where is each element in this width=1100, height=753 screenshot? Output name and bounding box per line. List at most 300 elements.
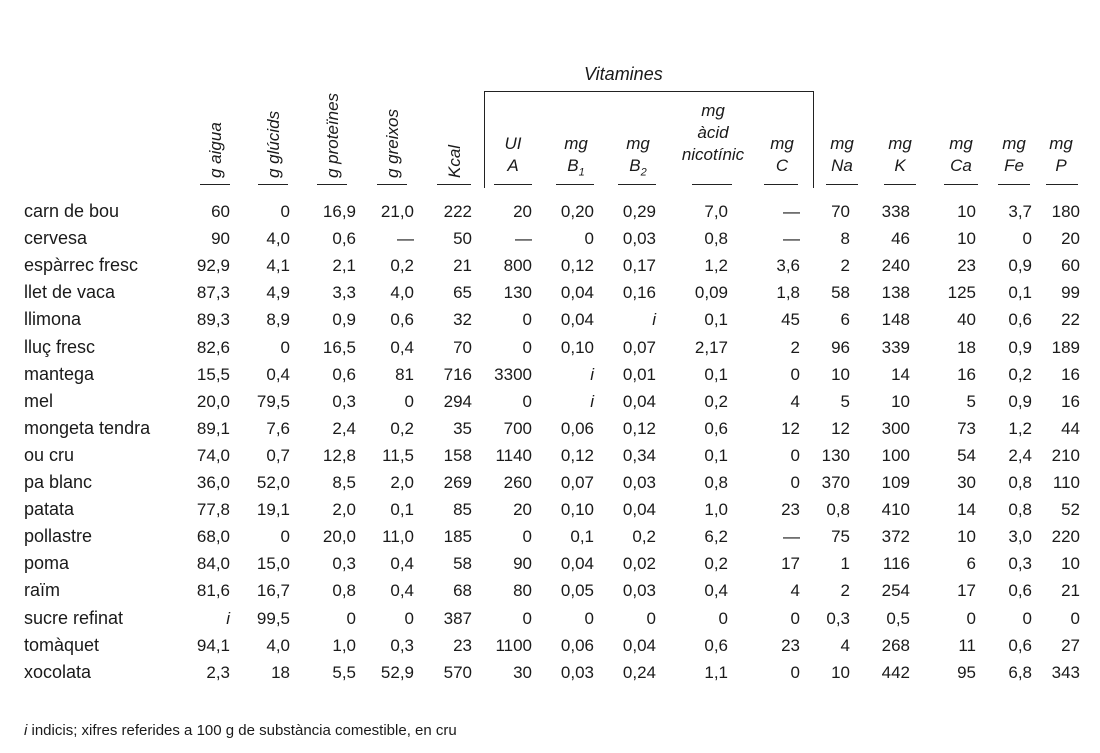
table-cell: 0,34 [622,445,656,465]
table-cell: 18 [271,662,290,682]
table-cell: 0,04 [560,554,594,574]
table-cell: 4,0 [390,283,414,303]
table-row [0,415,1100,442]
table-cell: 40 [957,310,976,330]
table-cell: 138 [881,283,910,303]
table-cell: 180 [1051,202,1080,221]
table-cell: 5 [840,391,850,411]
table-cell: 18 [957,337,976,357]
table-cell: 254 [881,581,910,601]
table-cell: 8 [840,229,850,249]
table-cell: 11 [958,635,976,655]
table-cell: 269 [443,473,472,492]
table-row [0,469,1100,496]
table-row [0,442,1100,469]
table-cell: 80 [513,581,532,601]
header-proteines: g proteïnes [323,92,342,178]
table-cell: 54 [957,445,976,465]
table-cell: 21,0 [380,202,414,221]
table-cell: 0,7 [266,445,290,465]
table-cell: 2 [840,581,850,601]
table-cell: 11,0 [382,527,414,547]
table-cell: 0,3 [826,608,850,628]
table-cell: 15,5 [196,364,230,384]
table-cell: 87,3 [196,283,230,303]
table-cell: 0 [584,229,594,249]
table-cell: 23 [957,256,976,276]
table-cell: 3,3 [332,283,356,303]
header-fe: mg Fe [1002,134,1026,175]
table-cell: 11,5 [382,445,414,465]
table-cell: 1140 [495,445,532,465]
table-cell: 0,03 [622,473,656,492]
table-cell: 15,0 [256,554,290,574]
table-cell: 0 [966,608,976,628]
table-cell: i [652,310,656,330]
table-cell: 7,6 [266,418,290,438]
table-cell: 0,04 [622,635,656,655]
table-cell: 0,6 [390,310,414,330]
table-cell: 0,29 [622,202,656,221]
table-cell: 110 [1052,473,1080,492]
table-cell: 23 [781,500,800,520]
rule-aigua [200,184,230,185]
table-cell: 0 [1022,229,1032,249]
table-cell: 16 [1061,391,1080,411]
table-cell: 12 [781,418,800,438]
table-cell: 20,0 [322,527,356,547]
table-cell: i [226,608,230,628]
vitamines-title: Vitamines [584,64,663,84]
table-cell: 65 [453,283,472,303]
table-cell: 222 [443,202,472,221]
table-cell: 0 [404,391,414,411]
table-cell: 0,3 [332,391,356,411]
table-cell: 0,3 [390,635,414,655]
table-cell: 1 [840,554,850,574]
table-cell: 20 [513,202,532,221]
food-name: xocolata [24,661,92,682]
table-cell: 0,17 [622,256,656,276]
table-cell: 410 [881,500,910,520]
table-row [0,306,1100,333]
table-cell: 0,12 [560,445,594,465]
table-row [0,659,1100,686]
table-cell: 0 [718,608,728,628]
table-cell: 0 [790,364,800,384]
table-cell: 0,6 [704,418,728,438]
rule-p [1046,184,1078,185]
table-cell: 58 [453,554,472,574]
table-cell: 0,09 [694,283,728,303]
table-cell: 0,6 [332,364,356,384]
table-cell: 130 [821,445,850,465]
table-cell: 370 [821,473,850,492]
rule-c [764,184,798,185]
food-name: mantega [24,363,95,384]
table-cell: 1,0 [332,635,356,655]
table-cell: 0,10 [560,500,594,520]
header-b2: mg $B_2$ [626,134,650,179]
header-p: mg P [1049,134,1073,175]
table-cell: 7,0 [704,202,728,221]
table-cell: 0,07 [560,473,594,492]
table-cell: 0,04 [560,310,594,330]
table-cell: 0,9 [332,310,356,330]
rule-kcal [437,184,471,185]
table-cell: 5,5 [332,662,356,682]
header-kcal: Kcal [445,144,464,178]
table-cell: 95 [957,662,976,682]
table-cell: 0,6 [1008,310,1032,330]
table-cell: 32 [453,310,472,330]
table-cell: 0,1 [570,527,594,547]
table-cell: 21 [453,256,472,276]
food-name: llet de vaca [24,282,116,303]
table-cell: 0,10 [560,337,594,357]
table-cell: 1,1 [704,662,728,682]
table-cell: 96 [831,337,850,357]
table-cell: 17 [781,554,800,574]
table-cell: 0,1 [704,445,728,465]
table-cell: 0,02 [622,554,656,574]
table-cell: 4,9 [266,283,290,303]
table-cell: 2,0 [332,500,356,520]
table-cell: 5 [966,391,976,411]
table-cell: 1,8 [776,283,800,303]
table-cell: 716 [443,364,472,384]
table-cell: 58 [831,283,850,303]
table-cell: 4 [790,391,800,411]
table-cell: 210 [1051,445,1080,465]
table-cell: 90 [513,554,532,574]
table-cell: 372 [881,527,910,547]
food-name: sucre refinat [24,607,124,628]
table-row [0,279,1100,306]
table-cell: 10 [957,527,976,547]
table-row [0,577,1100,604]
food-name: pa blanc [24,472,93,492]
table-cell: 0,8 [332,581,356,601]
table-cell: 0,4 [390,554,414,574]
table-cell: 99,5 [256,608,290,628]
food-name: raïm [24,580,60,601]
table-cell: 0,05 [560,581,594,601]
table-cell: 125 [947,283,976,303]
table-cell: 10 [957,229,976,249]
table-cell: 0,4 [390,581,414,601]
table-cell: 387 [443,608,472,628]
table-cell: 0 [584,608,594,628]
table-cell: 240 [881,256,910,276]
table-cell: 570 [443,662,472,682]
table-row [0,225,1100,252]
table-cell: 0,24 [622,662,656,682]
table-cell: 99 [1061,283,1080,303]
table-cell: 2,17 [694,337,728,357]
table-cell: 75 [831,527,850,547]
table-cell: 10 [891,391,910,411]
table-cell: 0,9 [1008,391,1032,411]
table-cell: 0,1 [390,500,414,520]
table-cell: 220 [1051,527,1080,547]
table-row [0,388,1100,415]
table-cell: 0 [522,608,532,628]
table-cell: 1,0 [704,500,728,520]
table-cell: 0,8 [826,500,850,520]
rule-ca [944,184,978,185]
header-ui-a: UI A [504,134,522,175]
table-cell: 1,2 [704,256,728,276]
rule-glucids [258,184,288,185]
table-cell: 0,2 [1008,364,1032,384]
table-row [0,550,1100,577]
table-cell: 148 [881,310,910,330]
table-cell: 185 [443,527,472,547]
table-cell: 0,12 [622,418,656,438]
table-cell: 68,0 [196,527,230,547]
footnote-marker: i [24,722,28,739]
table-cell: 45 [781,310,800,330]
table-cell: 1100 [495,635,532,655]
table-cell: 3,0 [1008,527,1032,547]
table-cell: 1,2 [1008,418,1032,438]
table-cell: 0,12 [560,256,594,276]
table-row [0,496,1100,523]
table-cell: 82,6 [196,337,230,357]
table-cell: 52 [1061,500,1080,520]
table-row [0,198,1100,225]
table-cell: 46 [891,229,910,249]
table-cell: 3300 [494,364,532,384]
header-greixos: g greixos [383,109,402,178]
table-cell: 10 [957,202,976,221]
table-cell: 30 [513,662,532,682]
table-cell: 800 [503,256,532,276]
table-cell: 2,0 [390,473,414,492]
table-cell: 294 [443,391,472,411]
table-cell: 0,04 [560,283,594,303]
table-cell: 92,9 [196,256,230,276]
table-cell: 339 [881,337,910,357]
table-row [0,632,1100,659]
table-cell: 16,5 [322,337,356,357]
table-cell: 74,0 [196,445,230,465]
table-cell: 0,16 [622,283,656,303]
table-cell: 10 [1061,554,1080,574]
table-cell: 260 [503,473,532,492]
table-cell: 52,0 [256,473,290,492]
table-cell: 0,4 [390,337,414,357]
table-cell: 0 [1070,608,1080,628]
table-cell: 0,1 [1008,283,1032,303]
header-k: mg K [888,134,912,175]
header-b1: mg $B_1$ [564,134,588,179]
table-cell: 0,8 [1008,500,1032,520]
table-cell: — [783,202,800,221]
table-cell: 0 [1022,608,1032,628]
table-cell: 0,2 [390,418,414,438]
table-cell: 52,9 [380,662,414,682]
table-cell: 0,9 [1008,337,1032,357]
table-cell: 0 [280,527,290,547]
header-ca: mg Ca [949,134,973,175]
table-cell: 0 [280,337,290,357]
table-cell: 16 [1061,364,1080,384]
table-cell: 0,8 [1008,473,1032,492]
table-cell: 6 [966,554,976,574]
table-cell: 189 [1051,337,1080,357]
table-cell: 100 [881,445,910,465]
table-cell: 70 [453,337,472,357]
table-cell: 0,20 [560,202,594,221]
table-cell: 10 [831,364,850,384]
table-cell: 14 [957,500,976,520]
table-cell: 60 [1061,256,1080,276]
table-cell: 70 [831,202,850,221]
table-cell: — [783,229,800,249]
table-cell: 442 [881,662,910,682]
food-name: poma [24,553,70,574]
table-cell: 19,1 [256,500,290,520]
table-cell: 20 [513,500,532,520]
table-cell: 27 [1061,635,1080,655]
food-name: patata [24,499,75,520]
table-cell: 0,07 [622,337,656,357]
header-c: mg C [770,134,794,175]
table-cell: 0,6 [1008,581,1032,601]
table-cell: i [590,391,594,411]
table-cell: 0 [790,608,800,628]
table-cell: 0,2 [704,391,728,411]
rule-k [884,184,916,185]
table-cell: 30 [957,473,976,492]
table-cell: 0 [790,473,800,492]
food-name: llimona [24,309,82,330]
rule-ui-a [494,184,532,185]
food-name: lluç fresc [24,336,96,357]
table-cell: 0,5 [886,608,910,628]
table-cell: 0 [522,310,532,330]
food-name: tomàquet [24,634,100,655]
table-cell: 79,5 [256,391,290,411]
rule-greixos [377,184,407,185]
table-cell: 2,4 [1008,445,1032,465]
table-cell: 4 [790,581,800,601]
table-cell: 0,04 [622,500,656,520]
header-na: mg Na [830,134,854,175]
table-cell: 0,2 [632,527,656,547]
table-cell: 116 [882,554,910,574]
table-cell: 338 [881,202,910,221]
header-glucids: g glúcids [264,110,283,178]
table-cell: 0,01 [622,364,656,384]
table-cell: 90 [211,229,230,249]
table-cell: 81 [395,364,414,384]
table-cell: 0,8 [704,229,728,249]
table-cell: 0,03 [622,229,656,249]
table-cell: 35 [453,418,472,438]
table-row [0,523,1100,550]
table-cell: 0,4 [266,364,290,384]
header-aigua: g aigua [206,122,225,178]
rule-na [826,184,858,185]
rule-nic [692,184,732,185]
table-cell: 6 [840,310,850,330]
table-cell: 0,06 [560,418,594,438]
rule-fe [998,184,1030,185]
table-cell: 8,5 [332,473,356,492]
table-cell: 3,7 [1008,202,1032,221]
table-cell: 0 [280,202,290,221]
table-cell: 0,1 [704,310,728,330]
table-cell: 343 [1051,662,1080,682]
footnote [24,722,457,739]
table-cell: 0 [790,445,800,465]
table-cell: 2 [790,337,800,357]
table-cell: 0,8 [704,473,728,492]
table-cell: 0,04 [622,391,656,411]
table-cell: 4,0 [266,229,290,249]
table-cell: 0,4 [704,581,728,601]
table-cell: 94,1 [196,635,230,655]
table-cell: 0,9 [1008,256,1032,276]
table-cell: 6,2 [704,527,728,547]
table-cell: 89,1 [196,418,230,438]
table-cell: 36,0 [196,473,230,492]
table-cell: 4,1 [266,256,290,276]
table-cell: 0,6 [332,229,356,249]
rule-b2 [618,184,656,185]
table-cell: 21 [1061,581,1080,601]
table-cell: 700 [503,418,532,438]
food-name: ou cru [24,444,75,465]
table-cell: 4 [840,635,850,655]
table-cell: 300 [881,418,910,438]
table-cell: 60 [211,202,230,221]
table-cell: 0,2 [390,256,414,276]
table-cell: 268 [881,635,910,655]
table-cell: 2,1 [332,256,356,276]
table-cell: 0,6 [704,635,728,655]
table-cell: 20,0 [196,391,230,411]
table-cell: 16,9 [322,202,356,221]
table-cell: 20 [1061,229,1080,249]
table-cell: 23 [781,635,800,655]
table-cell: 68 [453,581,472,601]
table-cell: 89,3 [196,310,230,330]
table-row [0,252,1100,279]
table-cell: — [515,229,532,249]
food-name: mongeta tendra [24,417,151,438]
table-cell: 10 [831,662,850,682]
food-name: cervesa [24,228,88,249]
table-cell: 109 [881,473,910,492]
table-cell: 12 [831,418,850,438]
table-cell: 14 [891,364,910,384]
table-cell: 0,06 [560,635,594,655]
table-cell: 85 [453,500,472,520]
table-cell: 84,0 [196,554,230,574]
table-cell: 81,6 [196,581,230,601]
table-cell: 0,3 [1008,554,1032,574]
table-cell: 17 [957,581,976,601]
table-cell: 0 [790,662,800,682]
table-cell: 44 [1061,418,1080,438]
table-cell: — [783,527,800,547]
table-cell: 158 [443,445,472,465]
table-cell: 0 [522,527,532,547]
